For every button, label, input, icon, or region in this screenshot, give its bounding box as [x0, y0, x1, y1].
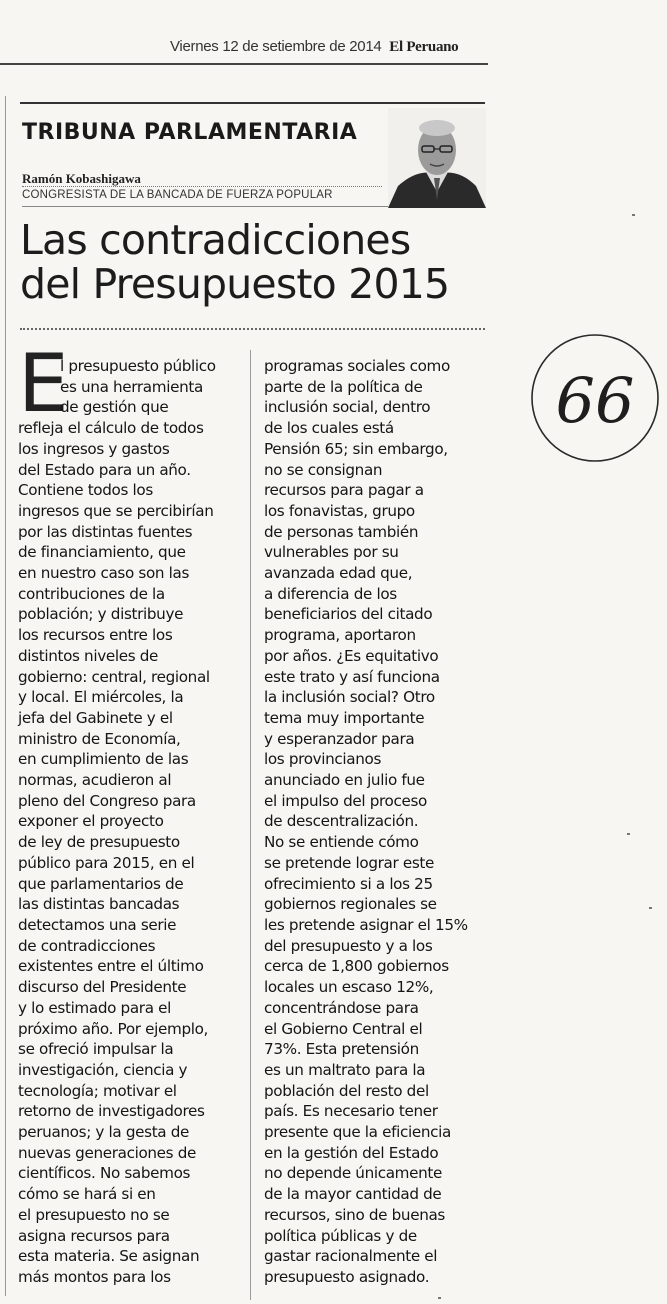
- text-line: en nuestro caso son las: [18, 564, 190, 583]
- text-line: exponer el proyecto: [18, 812, 164, 831]
- text-line: el Gobierno Central el: [264, 1019, 423, 1038]
- text-line: el impulso del proceso: [264, 791, 427, 810]
- author-role: CONGRESISTA DE LA BANCADA DE FUERZA POPULAR: [22, 189, 333, 201]
- text-line: vulnerables por su: [264, 543, 399, 562]
- text-line: Contiene todos los: [18, 481, 153, 500]
- text-line: población; y distribuye: [18, 605, 184, 624]
- headline-line-2: del Presupuesto 2015: [20, 260, 450, 308]
- text-line: por años. ¿Es equitativo: [264, 646, 439, 665]
- text-line: ingresos que se percibirían: [18, 501, 214, 520]
- text-line: de contradicciones: [18, 936, 156, 955]
- text-line: normas, acudieron al: [18, 771, 172, 790]
- text-line: jefa del Gabinete y el: [18, 708, 173, 727]
- text-line: ofrecimiento si a los 25: [264, 874, 433, 893]
- text-line: es una herramienta: [60, 377, 203, 396]
- text-line: cerca de 1,800 gobiernos: [264, 957, 449, 976]
- text-line: público para 2015, en el: [18, 853, 195, 872]
- text-line: recursos, sino de buenas: [264, 1205, 445, 1224]
- text-line: de los cuales está: [264, 419, 394, 438]
- text-line: ministro de Economía,: [18, 729, 181, 748]
- text-line: el presupuesto no se: [18, 1205, 170, 1224]
- author-photo: [388, 108, 486, 208]
- text-line: no depende únicamente: [264, 1164, 442, 1183]
- header-date: Viernes 12 de setiembre de 2014: [170, 38, 382, 55]
- page-header: [170, 38, 488, 56]
- text-line: programas sociales como: [264, 357, 450, 375]
- text-line: científicos. No sabemos: [18, 1164, 191, 1183]
- text-line: Pensión 65; sin embargo,: [264, 439, 448, 458]
- text-line: la inclusión social? Otro: [264, 688, 435, 707]
- text-line: presente que la eficiencia: [264, 1123, 451, 1142]
- text-line: este trato y así funciona: [264, 667, 440, 686]
- drop-cap: E: [18, 337, 69, 430]
- text-line: existentes entre el último: [18, 957, 204, 976]
- text-line: tecnología; motivar el: [18, 1081, 177, 1100]
- text-line: y lo estimado para el: [18, 998, 171, 1017]
- text-line: de financiamiento, que: [18, 543, 186, 562]
- text-line: esta materia. Se asignan: [18, 1247, 200, 1266]
- left-margin-rule: [5, 96, 6, 1296]
- text-line: país. Es necesario tener: [264, 1102, 438, 1121]
- headline-line-1: Las contradicciones: [20, 216, 411, 264]
- publication-name: El Peruano: [389, 39, 459, 55]
- text-line: refleja el cálculo de todos: [18, 419, 204, 438]
- text-line: tema muy importante: [264, 708, 425, 727]
- text-line: los recursos entre los: [18, 626, 173, 645]
- text-line: contribuciones de la: [18, 584, 165, 603]
- page-mark-number: 66: [555, 364, 635, 437]
- text-line: que parlamentarios de: [18, 874, 184, 893]
- text-line: discurso del Presidente: [18, 978, 187, 997]
- text-line: en la gestión del Estado: [264, 1143, 439, 1162]
- text-line: de la mayor cantidad de: [264, 1185, 442, 1204]
- text-line: gastar racionalmente el: [264, 1247, 438, 1266]
- text-line: las distintas bancadas: [18, 895, 180, 914]
- text-line: política públicas y de: [264, 1226, 417, 1245]
- text-line: próximo año. Por ejemplo,: [18, 1019, 209, 1038]
- text-line: más montos para los: [18, 1267, 171, 1286]
- text-line: peruanos; y la gesta de: [18, 1123, 190, 1142]
- text-line: de gestión que: [60, 398, 169, 417]
- text-line: distintos niveles de: [18, 646, 159, 665]
- text-line: del presupuesto y a los: [264, 936, 433, 955]
- text-line: no se consignan: [264, 460, 383, 479]
- text-line: beneficiarios del citado: [264, 605, 433, 624]
- text-line: gobierno: central, regional: [18, 667, 210, 686]
- text-line: presupuesto asignado.: [264, 1267, 430, 1286]
- text-line: 73%. Esta pretensión: [264, 1040, 419, 1059]
- text-line: inclusión social, dentro: [264, 398, 431, 417]
- text-line: les pretende asignar el 15%: [264, 915, 468, 934]
- text-line: recursos para pagar a: [264, 481, 424, 500]
- text-line: asigna recursos para: [18, 1226, 170, 1245]
- text-line: investigación, ciencia y: [18, 1060, 188, 1079]
- scan-speck: [438, 1297, 441, 1299]
- text-line: por las distintas fuentes: [18, 522, 193, 541]
- text-line: de personas también: [264, 522, 419, 541]
- column-divider: [250, 350, 251, 1300]
- author-name: Ramón Kobashigawa: [22, 171, 141, 186]
- text-line: en cumplimiento de las: [18, 750, 189, 769]
- text-line: parte de la política de: [264, 377, 423, 396]
- text-line: pleno del Congreso para: [18, 791, 196, 810]
- text-line: de ley de presupuesto: [18, 833, 180, 852]
- text-line: l presupuesto público: [60, 357, 216, 375]
- text-line: población del resto del: [264, 1081, 429, 1100]
- section-title: TRIBUNA PARLAMENTARIA: [22, 120, 358, 145]
- text-line: y esperanzador para: [264, 729, 415, 748]
- text-line: anunciado en julio fue: [264, 771, 425, 790]
- text-line: concentrándose para: [264, 998, 419, 1017]
- text-line: detectamos una serie: [18, 915, 177, 934]
- text-line: es un maltrato para la: [264, 1060, 426, 1079]
- section-top-rule: [20, 102, 485, 104]
- handwritten-page-number: [528, 330, 662, 466]
- article-column-right: [264, 356, 468, 1288]
- text-line: No se entiende cómo: [264, 833, 419, 852]
- text-line: gobiernos regionales se: [264, 895, 437, 914]
- text-line: del Estado para un año.: [18, 460, 191, 479]
- author-dotted-rule: [22, 186, 382, 187]
- scan-speck: [627, 833, 630, 835]
- header-rule: [0, 63, 488, 65]
- text-line: y local. El miércoles, la: [18, 688, 184, 707]
- text-line: cómo se hará si en: [18, 1185, 156, 1204]
- text-line: retorno de investigadores: [18, 1102, 205, 1121]
- text-line: los fonavistas, grupo: [264, 501, 415, 520]
- text-line: nuevas generaciones de: [18, 1143, 196, 1162]
- text-line: se ofreció impulsar la: [18, 1040, 174, 1059]
- article-headline: [20, 218, 485, 306]
- headline-dotted-rule: [20, 328, 485, 330]
- text-line: de descentralización.: [264, 812, 419, 831]
- scan-speck: [649, 907, 652, 909]
- article-column-left: [18, 356, 216, 1288]
- text-line: avanzada edad que,: [264, 564, 413, 583]
- text-line: los ingresos y gastos: [18, 439, 170, 458]
- text-line: los provincianos: [264, 750, 382, 769]
- text-line: programa, aportaron: [264, 626, 416, 645]
- text-line: se pretende lograr este: [264, 853, 434, 872]
- text-line: a diferencia de los: [264, 584, 397, 603]
- text-line: locales un escaso 12%,: [264, 978, 434, 997]
- scan-speck: [632, 214, 635, 216]
